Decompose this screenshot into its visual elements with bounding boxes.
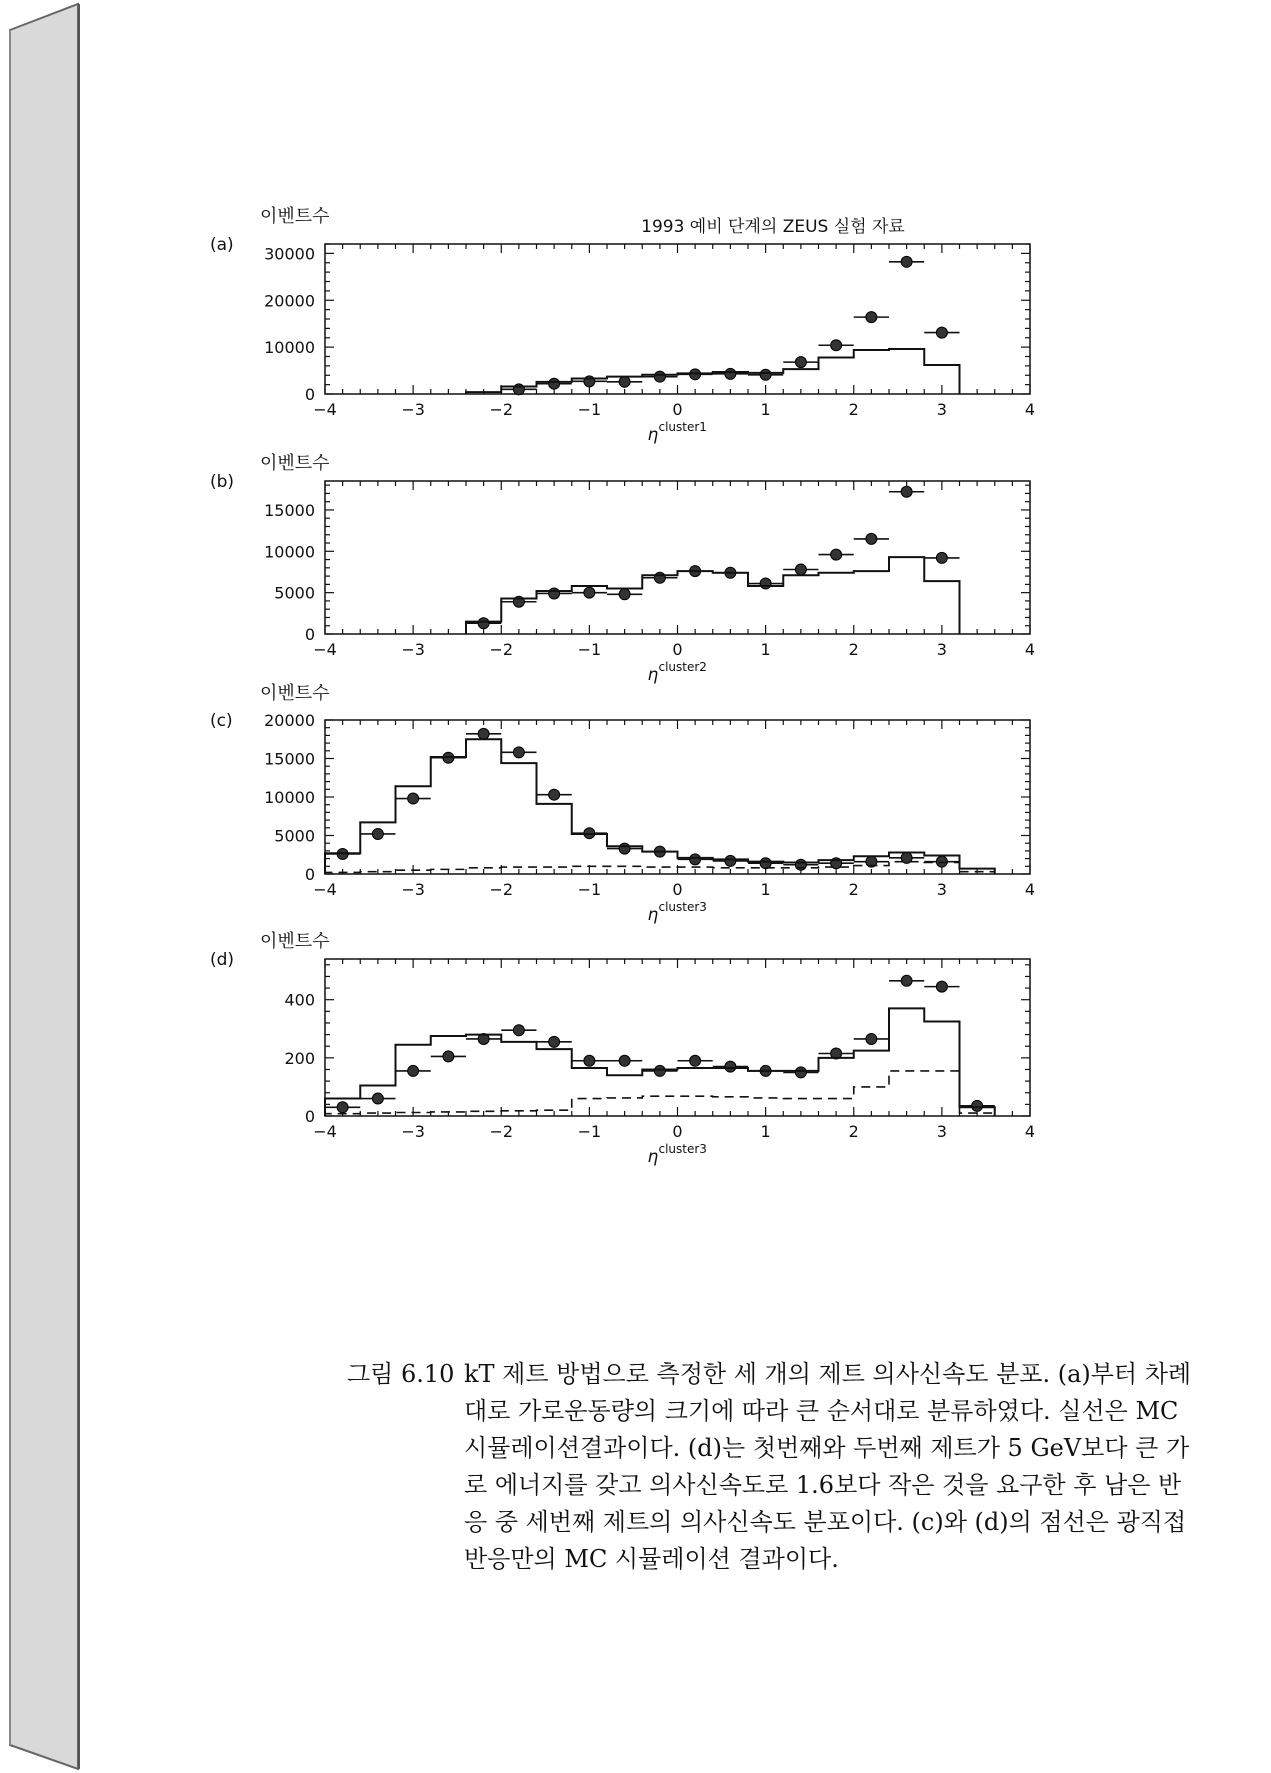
- y-tick-label: 5000: [274, 583, 315, 603]
- y-tick-label: 15000: [264, 500, 315, 520]
- data-point: [549, 1036, 560, 1047]
- data-point: [584, 1055, 595, 1066]
- x-tick-label: −3: [401, 1122, 425, 1141]
- y-tick-label: 10000: [264, 338, 315, 358]
- x-tick-label: −2: [489, 640, 514, 659]
- data-point: [654, 1065, 665, 1076]
- data-point: [725, 855, 736, 866]
- panel-label: (b): [210, 472, 235, 492]
- caption-line: 시뮬레이션결과이다. (d)는 첫번째와 두번째 제트가 5 GeV보다 큰 가: [464, 1434, 1190, 1462]
- caption-line: kT 제트 방법으로 측정한 세 개의 제트 의사신속도 분포. (a)부터 차례: [464, 1360, 1192, 1388]
- x-axis-label-superscript: cluster1: [658, 420, 707, 434]
- y-axis-label: 이벤트수: [260, 931, 330, 952]
- x-tick-label: −4: [313, 400, 337, 419]
- y-tick-label: 5000: [274, 826, 315, 846]
- x-tick-label: −1: [577, 400, 602, 419]
- y-tick-label: 20000: [264, 291, 315, 311]
- x-tick-label: −2: [489, 880, 514, 899]
- x-tick-label: 3: [936, 880, 947, 899]
- data-point: [901, 256, 912, 267]
- x-tick-label: −1: [577, 880, 602, 899]
- x-axis-label-superscript: cluster3: [658, 1142, 707, 1156]
- data-point: [866, 312, 877, 323]
- mc-histogram-line: [466, 557, 960, 634]
- x-tick-label: 4: [1024, 640, 1036, 659]
- data-point: [725, 368, 736, 379]
- x-tick-label: 2: [848, 1122, 859, 1141]
- x-tick-label: −4: [313, 880, 337, 899]
- figure: [80, 4, 1268, 1344]
- x-tick-label: 0: [672, 1122, 683, 1141]
- data-point: [478, 618, 489, 629]
- caption-line: 반응만의 MC 시뮬레이션 결과이다.: [464, 1545, 839, 1573]
- data-point: [549, 378, 560, 389]
- x-tick-label: −3: [401, 400, 425, 419]
- caption-label: 그림 6.10: [347, 1360, 455, 1388]
- x-tick-label: 1: [760, 640, 771, 659]
- data-point: [901, 975, 912, 986]
- x-tick-label: −4: [313, 1122, 337, 1141]
- x-tick-label: 3: [936, 400, 947, 419]
- y-axis-label: 이벤트수: [260, 453, 330, 474]
- data-point: [584, 376, 595, 387]
- x-tick-label: 4: [1024, 880, 1036, 899]
- data-point: [725, 1061, 736, 1072]
- x-axis-label: η: [647, 665, 659, 685]
- x-tick-label: 0: [672, 640, 683, 659]
- data-point: [866, 1033, 877, 1044]
- data-point: [690, 1055, 701, 1066]
- panel-d: [210, 931, 1035, 1167]
- data-point: [972, 1100, 983, 1111]
- y-tick-label: 30000: [264, 244, 315, 264]
- mc-direct-dashed-line: [325, 1071, 995, 1116]
- x-tick-label: −2: [489, 1122, 514, 1141]
- x-tick-label: 3: [936, 1122, 947, 1141]
- data-point: [690, 854, 701, 865]
- data-point: [619, 589, 630, 600]
- caption-line: 응 중 세번째 제트의 의사신속도 분포이다. (c)와 (d)의 점선은 광직접: [464, 1508, 1187, 1536]
- x-axis-label: η: [647, 905, 659, 925]
- panel-b: [210, 453, 1035, 685]
- data-point: [654, 572, 665, 583]
- data-point: [831, 340, 842, 351]
- data-point: [831, 549, 842, 560]
- y-tick-label: 400: [284, 990, 315, 1010]
- x-axis-label: η: [647, 1147, 659, 1167]
- y-tick-label: 10000: [264, 788, 315, 807]
- data-point: [337, 1102, 348, 1113]
- data-point: [584, 587, 595, 598]
- caption-line: 로 에너지를 갖고 의사신속도로 1.6보다 작은 것을 요구한 후 남은 반: [464, 1471, 1182, 1499]
- y-tick-label: 15000: [264, 749, 315, 769]
- panel-label: (d): [210, 950, 235, 970]
- data-point: [619, 843, 630, 854]
- data-point: [513, 384, 524, 395]
- data-point: [760, 369, 771, 380]
- x-tick-label: 3: [936, 640, 947, 659]
- y-tick-label: 0: [304, 385, 315, 404]
- y-tick-label: 20000: [264, 711, 315, 730]
- x-tick-label: 1: [760, 1122, 771, 1141]
- panel-label: (a): [210, 235, 234, 255]
- panel-label: (c): [210, 711, 233, 731]
- y-tick-label: 0: [304, 625, 315, 644]
- x-tick-label: 2: [848, 640, 859, 659]
- panels: [210, 206, 1035, 1167]
- data-point: [549, 588, 560, 599]
- data-point: [443, 1051, 454, 1062]
- plot-frame: [325, 244, 1030, 394]
- mc-histogram-line: [325, 1008, 995, 1116]
- y-tick-label: 0: [304, 1107, 315, 1126]
- book-spine: [0, 0, 80, 1773]
- y-tick-label: 0: [304, 865, 315, 884]
- x-tick-label: 4: [1024, 1122, 1036, 1141]
- y-axis-label: 이벤트수: [260, 683, 330, 704]
- x-tick-label: 1: [760, 400, 771, 419]
- data-point: [795, 564, 806, 575]
- x-tick-label: −1: [577, 1122, 602, 1141]
- caption-line: 대로 가로운동량의 크기에 따라 큰 순서대로 분류하였다. 실선은 MC: [464, 1397, 1179, 1425]
- x-tick-label: −3: [401, 640, 425, 659]
- data-point: [619, 1055, 630, 1066]
- x-tick-label: 4: [1024, 400, 1036, 419]
- data-point: [408, 793, 419, 804]
- x-tick-label: −4: [313, 640, 337, 659]
- data-point: [513, 1025, 524, 1036]
- data-point: [795, 357, 806, 368]
- x-axis-label-superscript: cluster3: [658, 900, 707, 914]
- data-point: [936, 981, 947, 992]
- data-point: [513, 747, 524, 758]
- y-tick-label: 10000: [264, 542, 315, 562]
- x-tick-label: 2: [848, 880, 859, 899]
- x-tick-label: 0: [672, 400, 683, 419]
- data-point: [866, 533, 877, 544]
- x-tick-label: −1: [577, 640, 602, 659]
- x-axis-label: η: [647, 425, 659, 445]
- x-tick-label: −2: [489, 400, 514, 419]
- data-point: [619, 376, 630, 387]
- caption-body: [464, 1356, 1224, 1578]
- panel-a: [210, 206, 1035, 445]
- x-tick-label: 0: [672, 880, 683, 899]
- data-point: [936, 552, 947, 563]
- data-point: [901, 486, 912, 497]
- data-point: [372, 828, 383, 839]
- x-tick-label: −3: [401, 880, 425, 899]
- y-tick-label: 200: [284, 1048, 315, 1068]
- data-point: [549, 789, 560, 800]
- data-point: [760, 578, 771, 589]
- figure-title: 1993 예비 단계의 ZEUS 실험 자료: [641, 217, 905, 237]
- data-point: [478, 728, 489, 739]
- data-point: [408, 1065, 419, 1076]
- y-axis-label: 이벤트수: [260, 206, 330, 227]
- panel-c: [210, 683, 1035, 925]
- data-point: [936, 327, 947, 338]
- data-point: [372, 1093, 383, 1104]
- data-point: [795, 1067, 806, 1078]
- x-axis-label-superscript: cluster2: [658, 660, 707, 674]
- x-tick-label: 1: [760, 880, 771, 899]
- book-page: [78, 4, 1268, 1769]
- mc-histogram-line: [466, 349, 960, 394]
- data-point: [654, 371, 665, 382]
- x-tick-label: 2: [848, 400, 859, 419]
